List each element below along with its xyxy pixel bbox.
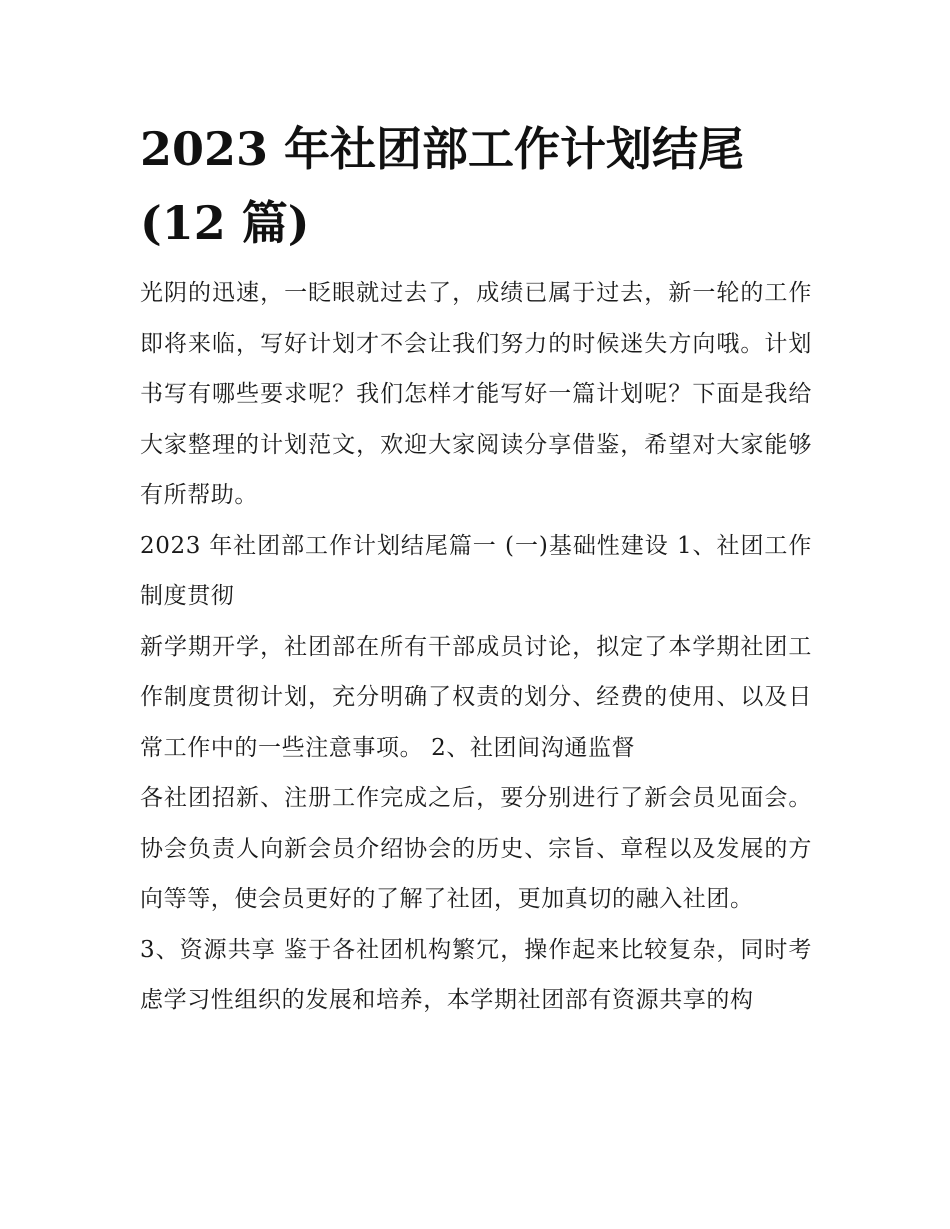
section-heading-paragraph: 2023 年社团部工作计划结尾篇一 (一)基础性建设 1、社团工作制度贯彻 bbox=[140, 532, 812, 609]
document-title bbox=[140, 112, 812, 260]
body-paragraph: 新学期开学，社团部在所有干部成员讨论，拟定了本学期社团工作制度贯彻计划，充分明确了权责的划分、经费的使用、以及日常工作中的一些注意事项。 2、社团间沟通监督 bbox=[140, 633, 812, 761]
body-paragraph: 各社团招新、注册工作完成之后，要分别进行了新会员见面会。协会负责人向新会员介绍协会的历史、宗旨、章程以及发展的方向等等，使会员更好的了解了社团，更加真切的融入社团。 bbox=[140, 785, 812, 912]
title-line-1: 2023 年社团部工作计划结尾 bbox=[140, 122, 745, 176]
intro-paragraph: 光阴的迅速，一眨眼就过去了，成绩已属于过去，新一轮的工作即将来临，写好计划才不会让我们努力的时候迷失方向哦。计划书写有哪些要求呢？我们怎样才能写好一篇计划呢？下面是我给大家整理的计划范文，欢迎大家阅读分享借鉴，希望对大家能够有所帮助。 bbox=[140, 280, 812, 508]
document-body bbox=[140, 112, 812, 1026]
body-paragraph: 3、资源共享 鉴于各社团机构繁冗，操作起来比较复杂，同时考虑学习性组织的发展和培养，本学期社团部有资源共享的构 bbox=[140, 936, 812, 1013]
title-line-2: (12 篇) bbox=[140, 196, 310, 250]
